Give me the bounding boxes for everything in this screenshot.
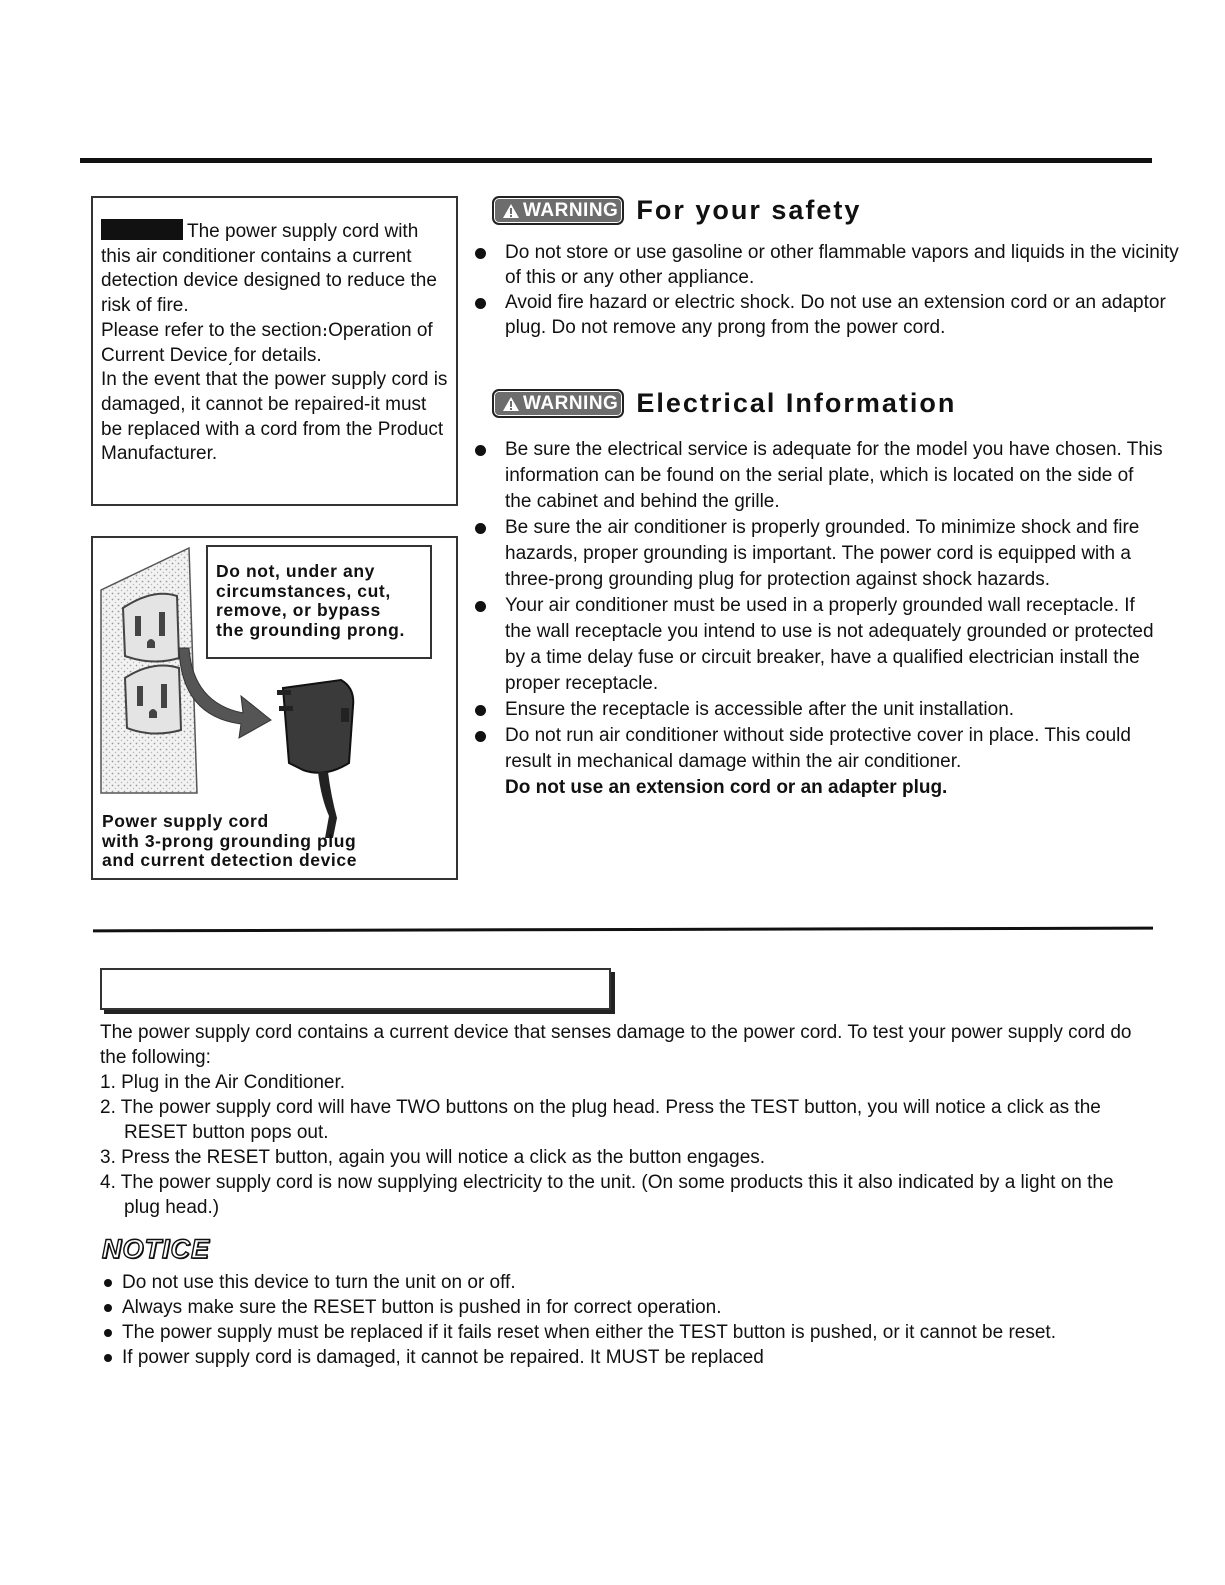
- warning-triangle-icon: [502, 396, 520, 412]
- note-paragraph-3: In the event that the power supply cord is damaged, it cannot be repaired-it must be replaced with a cord from the Product Manufacturer.: [101, 369, 448, 465]
- safety-list: [475, 240, 1185, 340]
- list-item: Do not store or use gasoline or other flammable vapors and liquids in the vicinity of this or any other appliance.: [475, 240, 1185, 290]
- electrical-title: Electrical Information: [636, 388, 957, 418]
- warning-heading-safety: [492, 195, 861, 226]
- note-paragraph-2: Please refer to the section։Operation of Current Device͵for details.: [101, 319, 433, 366]
- safety-title: For your safety: [636, 195, 862, 225]
- grounding-prong-callout: Do not, under any circumstances, cut, remove, or bypass the grounding prong.: [206, 545, 432, 659]
- list-item: If power supply cord is damaged, it cannot be repaired. It MUST be replaced: [104, 1345, 1144, 1370]
- warning-badge: WARNING: [492, 389, 624, 418]
- outlet-upper: [123, 594, 179, 662]
- list-item: Do not run air conditioner without side protective cover in place. This could result in mechanical damage within the air conditioner. Do not use an extension cord or an adapter plug.: [475, 723, 1165, 801]
- list-item: The power supply must be replaced if it fails reset when either the TEST button is pushed, or it cannot be reset.: [104, 1320, 1144, 1345]
- list-item: 4. The power supply cord is now supplying electricity to the unit. (On some products this it also indicated by a light on the plug head.): [100, 1172, 1114, 1218]
- warning-heading-electrical: [492, 388, 956, 419]
- notice-title: NOTICE: [102, 1234, 211, 1264]
- list-item: Be sure the air conditioner is properly grounded. To minimize shock and fire hazards, proper grounding is important. The power cord is equipped with a three-prong grounding plug for protection against shock hazards.: [475, 515, 1165, 593]
- electrical-list: [475, 437, 1165, 801]
- list-item: Avoid fire hazard or electric shock. Do not use an extension cord or an adaptor plug. Do not remove any prong from the power cord.: [475, 290, 1185, 340]
- illustration-caption: Power supply cord with 3-prong grounding plug and current detection device: [102, 811, 358, 871]
- list-item: Ensure the receptacle is accessible after the unit installation.: [475, 697, 1165, 723]
- extension-cord-warning: Do not use an extension cord or an adapter plug.: [505, 777, 948, 798]
- list-item: Always make sure the RESET button is pushed in for correct operation.: [104, 1295, 1144, 1320]
- warning-badge: WARNING: [492, 196, 624, 225]
- outlet-lower: [125, 666, 181, 734]
- notice-list: [104, 1270, 1144, 1370]
- operation-steps: [100, 1070, 1140, 1220]
- redacted-label-block: [101, 219, 183, 240]
- list-item: Do not use this device to turn the unit on or off.: [104, 1270, 1144, 1295]
- grounding-plug-illustration: [91, 536, 458, 880]
- plug-icon: [283, 680, 353, 773]
- list-item: Your air conditioner must be used in a properly grounded wall receptacle. If the wall receptacle you intend to use is not adequately grounded or protected by a time delay fuse or circuit breaker, have a qualified electrician install the proper receptacle.: [475, 593, 1165, 697]
- note-paragraph-1: The power supply cord with this air conditioner contains a current detection device designed to reduce the risk of fire.: [101, 221, 437, 317]
- list-item: 3. Press the RESET button, again you will notice a click as the button engages.: [100, 1147, 766, 1168]
- top-divider: [80, 158, 1152, 163]
- list-item: 1. Plug in the Air Conditioner.: [100, 1072, 346, 1093]
- list-item: Be sure the electrical service is adequate for the model you have chosen. This information can be found on the serial plate, which is located on the side of the cabinet and behind the grille.: [475, 437, 1165, 515]
- list-item: 2. The power supply cord will have TWO buttons on the plug head. Press the TEST button, you will notice a click as the RESET button pops out.: [100, 1097, 1101, 1143]
- warning-triangle-icon: [502, 203, 520, 219]
- section-divider: [93, 927, 1153, 933]
- section-heading-box: [100, 968, 611, 1010]
- cord-note-box: [91, 196, 458, 506]
- operation-intro: The power supply cord contains a current device that senses damage to the power cord. To test your power supply cord do the following:: [100, 1022, 1132, 1068]
